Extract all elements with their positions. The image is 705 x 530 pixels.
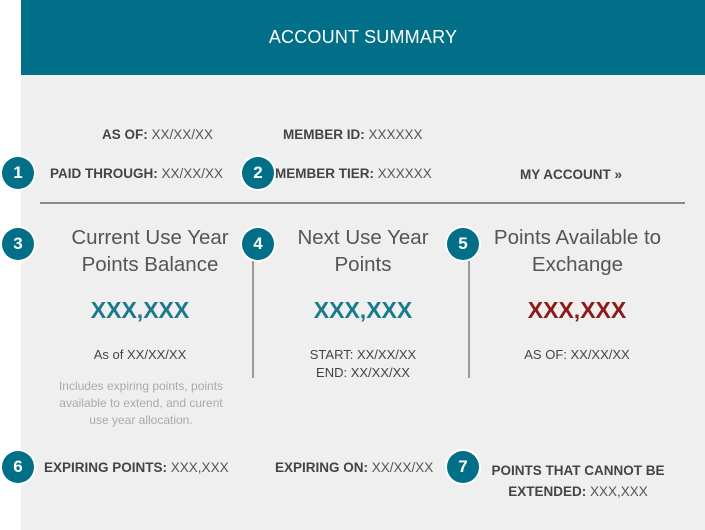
- badge-7: 7: [447, 451, 479, 483]
- current-year-amount: XXX,XXX: [90, 297, 190, 323]
- expiring-points-value: XXX,XXX: [170, 460, 229, 475]
- current-year-note: [36, 378, 246, 429]
- exchange-title-line1: Points Available to: [493, 226, 662, 249]
- member-tier-row: [275, 166, 432, 181]
- next-year-dates: [263, 346, 463, 382]
- as-of-label: AS OF:: [102, 127, 148, 142]
- exchange-amount: XXX,XXX: [527, 297, 627, 323]
- as-of-row: [102, 127, 213, 142]
- paid-through-row: [50, 166, 223, 181]
- expiring-points-label: EXPIRING POINTS:: [44, 460, 168, 475]
- current-year-note-line3: use year allocation.: [89, 413, 193, 427]
- member-id-row: [283, 127, 423, 142]
- current-year-title-line1: Current Use Year: [71, 226, 229, 249]
- expiring-on-row: [275, 460, 433, 475]
- next-year-start: START: XX/XX/XX: [309, 347, 417, 362]
- current-year-note-line1: Includes expiring points, points: [58, 379, 224, 393]
- current-year-note-line2: available to extend, and curent: [59, 396, 223, 410]
- member-id-value: XXXXXX: [368, 127, 423, 142]
- current-year-title: [40, 224, 260, 278]
- exchange-title-line2: Exchange: [531, 253, 624, 276]
- member-tier-value: XXXXXX: [377, 166, 432, 181]
- current-year-as-of: As of XX/XX/XX: [93, 347, 187, 362]
- exchange-as-of: AS OF: XX/XX/XX: [524, 347, 630, 362]
- next-year-title-line1: Next Use Year: [297, 226, 429, 249]
- badge-5: 5: [447, 228, 479, 260]
- badge-2: 2: [242, 157, 274, 189]
- header-title: ACCOUNT SUMMARY: [268, 27, 458, 47]
- paid-through-label: PAID THROUGH:: [50, 166, 158, 181]
- cannot-extend-label-line1: POINTS THAT CANNOT BE: [491, 463, 665, 478]
- badge-3: 3: [2, 228, 34, 260]
- next-year-title: [263, 224, 463, 278]
- section-divider: [40, 202, 685, 204]
- paid-through-value: XX/XX/XX: [161, 166, 224, 181]
- expiring-on-label: EXPIRING ON:: [275, 460, 369, 475]
- badge-4: 4: [242, 228, 274, 260]
- next-year-amount: XXX,XXX: [313, 297, 413, 323]
- cannot-extend-label-line2: EXTENDED:: [508, 484, 587, 499]
- badge-6: 6: [2, 451, 34, 483]
- current-year-title-line2: Points Balance: [81, 253, 219, 276]
- as-of-value: XX/XX/XX: [151, 127, 214, 142]
- next-year-end: END: XX/XX/XX: [316, 365, 410, 380]
- column-separator-1: [252, 258, 254, 378]
- cannot-extend-value: XXX,XXX: [590, 484, 648, 499]
- my-account-link[interactable]: MY ACCOUNT »: [520, 167, 623, 182]
- badge-1: 1: [2, 157, 34, 189]
- member-tier-label: MEMBER TIER:: [275, 166, 374, 181]
- cannot-extend-block: [478, 460, 678, 502]
- next-year-title-line2: Points: [334, 253, 392, 276]
- expiring-points-row: [44, 460, 229, 475]
- account-summary-header: [21, 0, 705, 75]
- member-id-label: MEMBER ID:: [283, 127, 365, 142]
- exchange-title: [470, 224, 685, 278]
- expiring-on-value: XX/XX/XX: [371, 460, 434, 475]
